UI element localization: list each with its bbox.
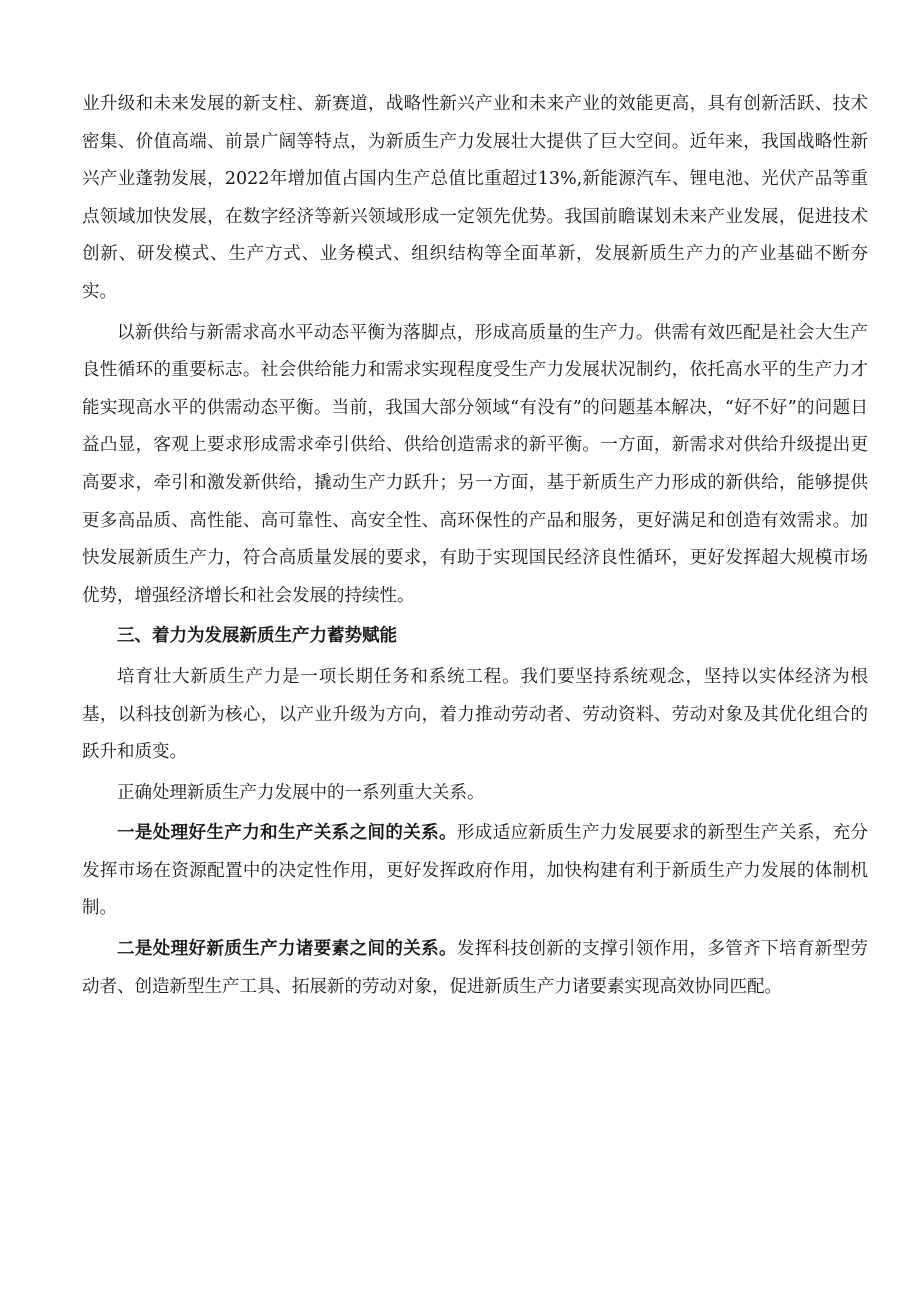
section-heading-3: 三、着力为发展新质生产力蓄势赋能 bbox=[117, 626, 397, 647]
paragraph-industry-upgrade: 业升级和未来发展的新支柱、新赛道，战略性新兴产业和未来产业的效能更高，具有创新活跃、技术密集、价值高端、前景广阔等特点，为新质生产力发展壮大提供了巨大空间。近年来，我国战略性新兴产业蓬勃发展，2022年增加值占国内生产总值比重超过13%,新能源汽车、锂电池、光伏产品等重点领域加快发展，在数字经济等新兴领域形成一定领先优势。我国前瞻谋划未来产业发展，促进技术创新、研发模式、生产方式、业务模式、组织结构等全面革新，发展新质生产力的产业基础不断夯实。 bbox=[82, 94, 868, 302]
document-page bbox=[82, 86, 868, 1006]
paragraph-relation-1 bbox=[82, 815, 868, 928]
relation-1-lead: 一是处理好生产力和生产关系之间的关系。 bbox=[117, 823, 457, 844]
relation-1-body: 形成适应新质生产力发展要求的新型生产关系，充分发挥市场在资源配置中的决定性作用，更好发挥政府作用，加快构建有利于新质生产力发展的体制机制。 bbox=[82, 823, 869, 919]
paragraph-cultivate: 培育壮大新质生产力是一项长期任务和系统工程。我们要坚持系统观念，坚持以实体经济为根基，以科技创新为核心，以产业升级为方向，着力推动劳动者、劳动资料、劳动对象及其优化组合的跃升和质变。 bbox=[82, 666, 868, 763]
paragraph-relations-intro: 正确处理新质生产力发展中的一系列重大关系。 bbox=[117, 782, 485, 803]
relation-2-lead: 二是处理好新质生产力诸要素之间的关系。 bbox=[117, 939, 457, 960]
paragraph-relation-2 bbox=[82, 931, 868, 1006]
paragraph-supply-demand: 以新供给与新需求高水平动态平衡为落脚点，形成高质量的生产力。供需有效匹配是社会大生产良性循环的重要标志。社会供给能力和需求实现程度受生产力发展状况制约，依托高水平的生产力才能实现高水平的供需动态平衡。当前，我国大部分领域“有没有”的问题基本解决，“好不好”的问题日益凸显，客观上要求形成需求牵引供给、供给创造需求的新平衡。一方面，新需求对供给升级提出更高要求，牵引和激发新供给，撬动生产力跃升；另一方面，基于新质生产力形成的新供给，能够提供更多高品质、高性能、高可靠性、高安全性、高环保性的产品和服务，更好满足和创造有效需求。加快发展新质生产力，符合高质量发展的要求，有助于实现国民经济良性循环，更好发挥超大规模市场优势，增强经济增长和社会发展的持续性。 bbox=[82, 322, 868, 606]
relation-2-body: 发挥科技创新的支撑引领作用，多管齐下培育新型劳动者、创造新型生产工具、拓展新的劳动对象，促进新质生产力诸要素实现高效协同匹配。 bbox=[82, 939, 869, 997]
